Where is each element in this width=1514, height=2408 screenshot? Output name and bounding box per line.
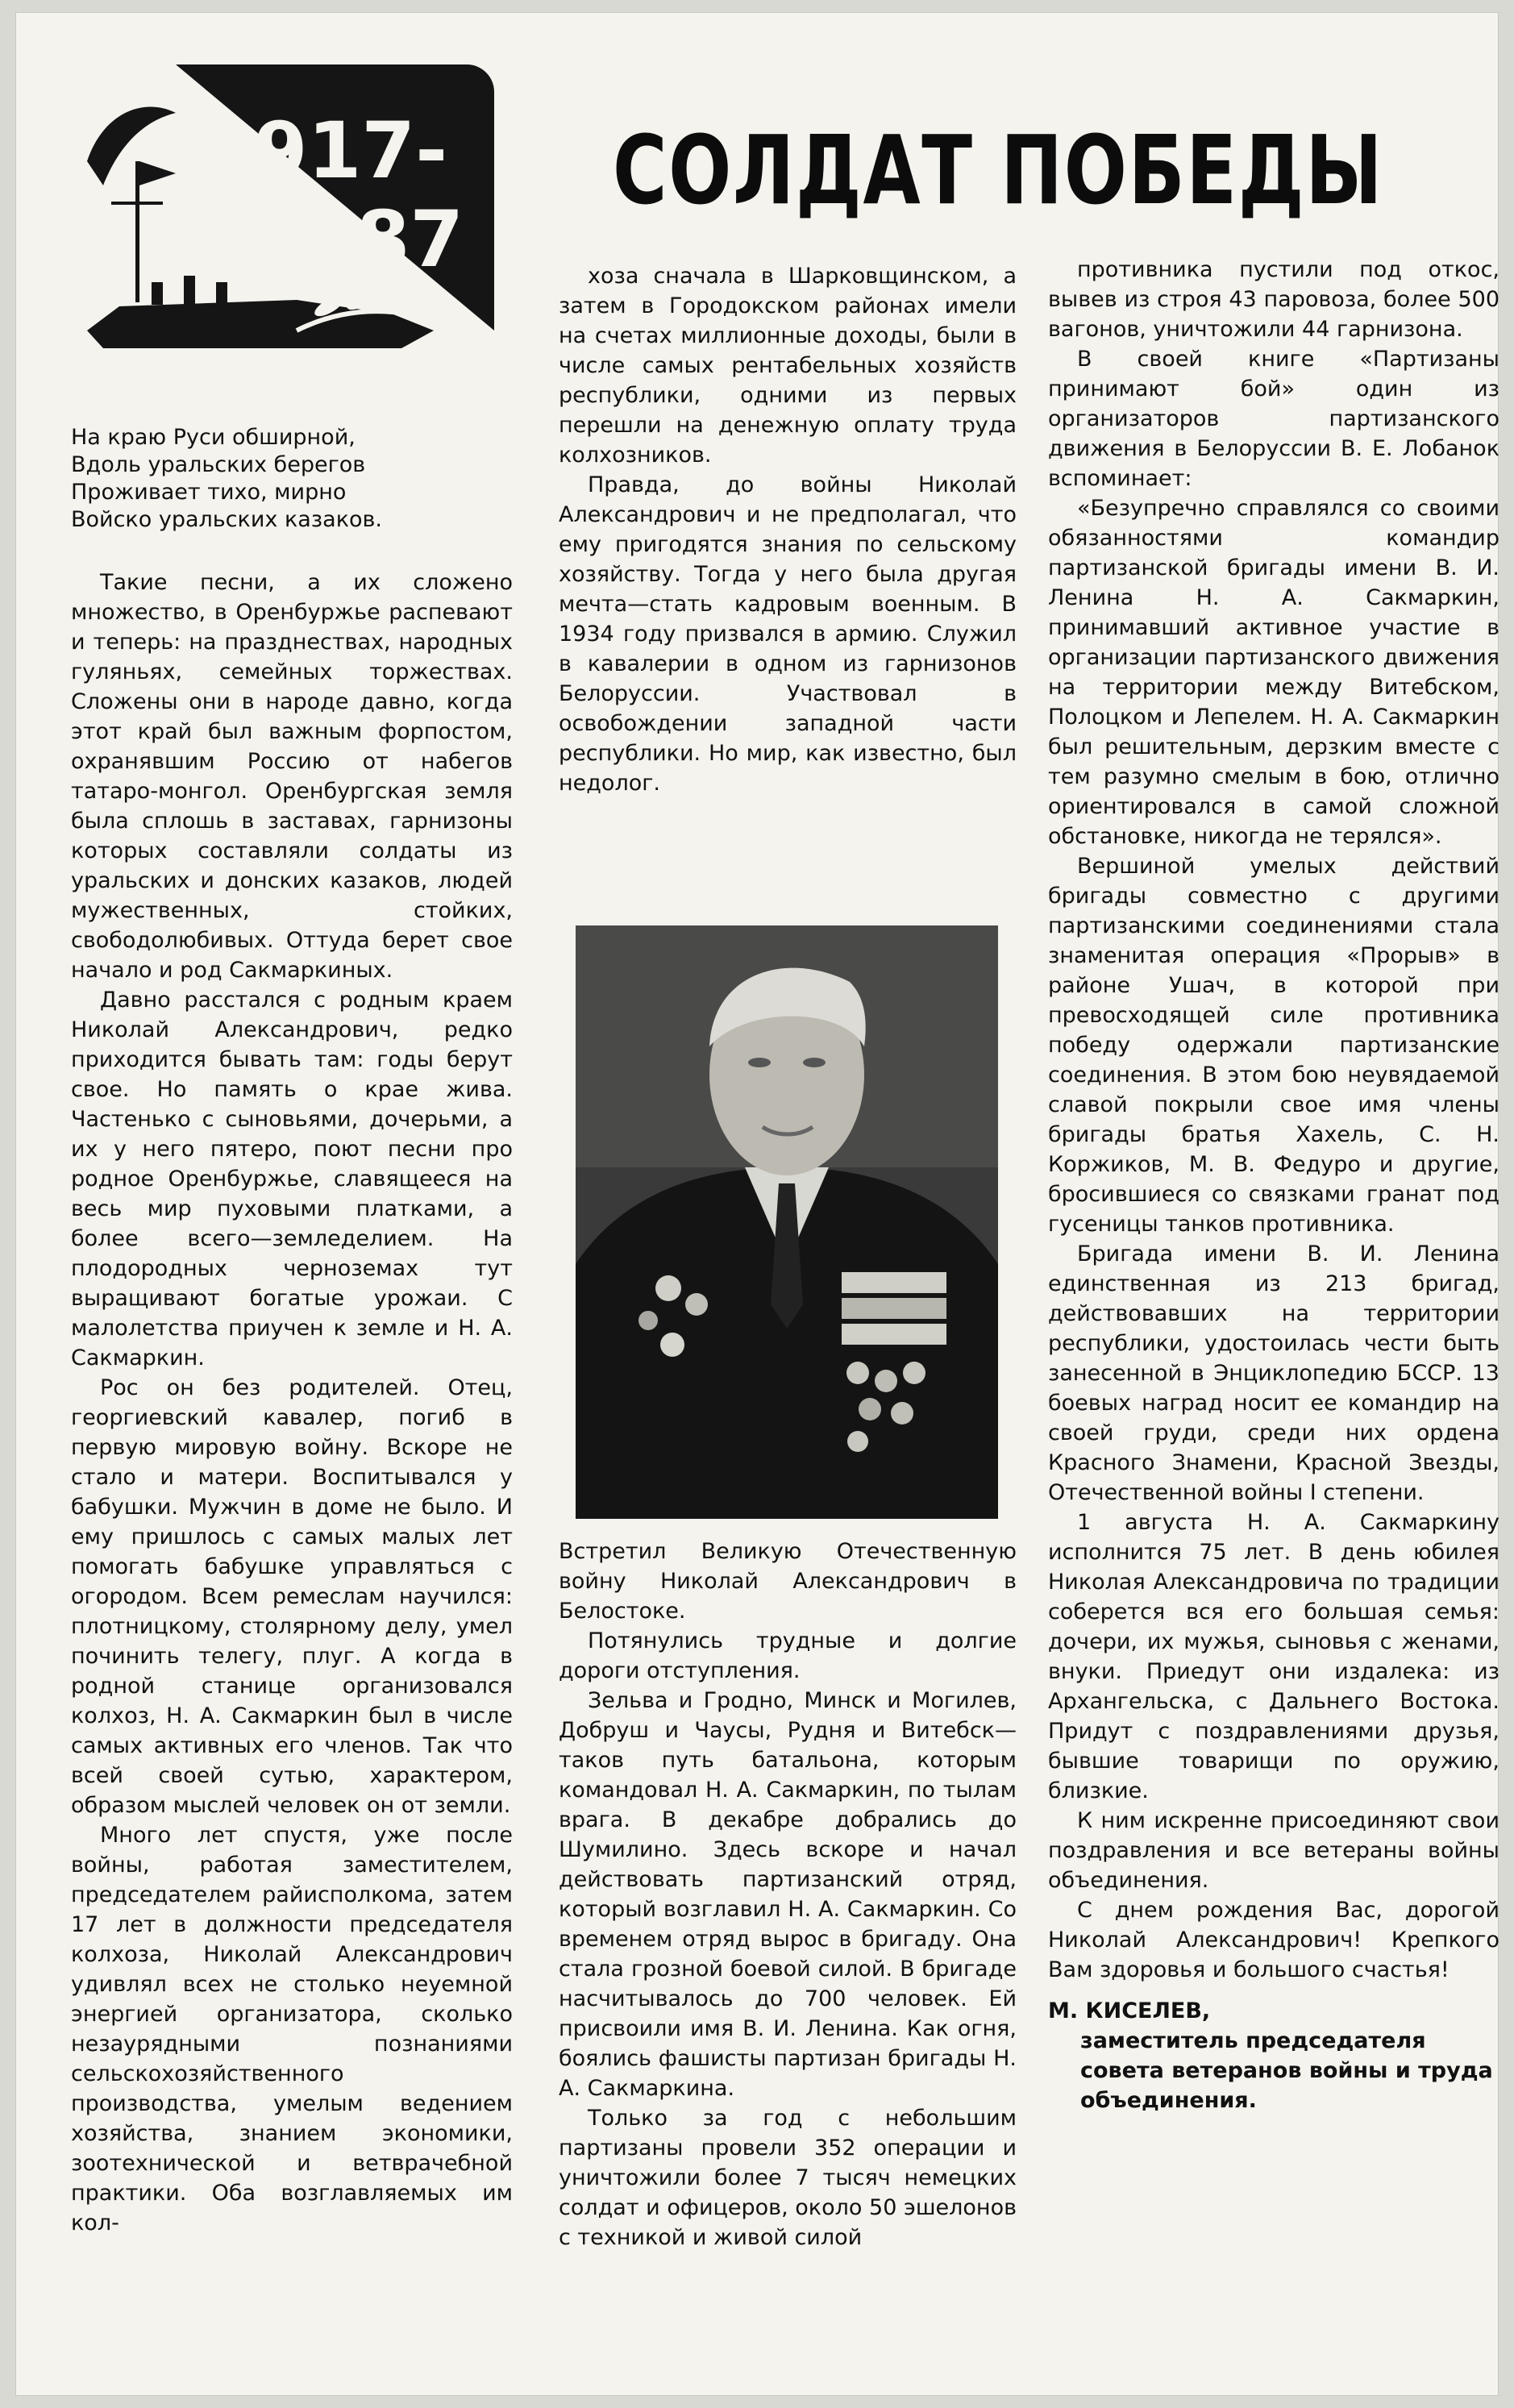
paragraph: К ним искренне присоединяют свои поздравления и все ветераны войны объединения. [1048, 1808, 1499, 1893]
veteran-portrait-photo [576, 925, 998, 1519]
paragraph: Только за год с небольшим партизаны провели 352 операции и уничтожили более 7 тысяч немецких солдат и офицеров, около 50 эшелонов с техникой и живой силой [559, 2106, 1017, 2250]
epigraph-verse [71, 424, 522, 534]
paragraph: Правда, до войны Николай Александрович и не предполагал, что ему пригодятся знания по сельскому хозяйству. Тогда у него была другая мечта—стать кадровым военным. В 1934 году призвался в армию. Служил в кавалерии в одном из гарнизонов Белоруссии. Участвовал в освобождении западной части республики. Но мир, как известно, был недолог. [559, 472, 1017, 796]
portrait-graphic [576, 925, 998, 1519]
newspaper-page [16, 13, 1498, 2395]
verse-line: Вдоль уральских берегов [71, 452, 366, 477]
paragraph: В своей книге «Партизаны принимают бой» один из организаторов партизанского движения в Белоруссии В. Е. Лобанок вспоминает: [1048, 347, 1499, 491]
anniversary-logo [55, 64, 494, 383]
paragraph: Много лет спустя, уже после войны, работая заместителем, председателем райисполкома, затем 17 лет в должности председателя колхоза, Николай Александрович удивлял всех не столько неуемной энергией организатора, сколько незаурядными познаниями сельскохозяйственного производства, умелым ведением хозяйства, знанием экономики, зоотехнической и ветврачебной практики. Оба возглавляемых им кол- [71, 1823, 513, 2235]
paragraph: Рос он без родителей. Отец, георгиевский кавалер, погиб в первую мировую войну. Вскоре не стало и матери. Воспитывался у бабушки. Мужчин в доме не было. И ему пришлось с самых малых лет помогать бабушке управляться с огородом. Всем ремеслам научился: плотницкому, столярному делу, умел починить телегу, плуг. А когда в родной станице организовался колхоз, Н. А. Сакмаркин был в числе самых активных его членов. Так что всей своей сутью, характером, образом мыслей человек он от земли. [71, 1375, 513, 1818]
paragraph: Давно расстался с родным краем Николай Александрович, редко приходится бывать там: годы берут свое. Но память о крае жива. Частенько с сыновьями, дочерьми, а их у него пятеро, поют песни про родное Оренбуржье, славящееся на весь мир пуховыми платками, а более всего—земледелием. На плодородных черноземах тут выращивают богатые урожаи. С малолетства приучен к земле и Н. А. Сакмаркин. [71, 988, 513, 1370]
paragraph: Такие песни, а их сложено множество, в Оренбуржье распевают и теперь: на празднествах, народных гуляньях, семейных торжествах. Сложены они в народе давно, когда этот край был важным форпостом, охранявшим Россию от набегов татаро-монгол. Оренбургская земля была сплошь в заставах, гарнизоны которых составляли солдаты из уральских и донских казаков, людей мужественных, стойких, свободолюбивых. Оттуда берет свое начало и род Сакмаркиных. [71, 570, 513, 983]
verse-line: Проживает тихо, мирно [71, 480, 347, 505]
headline: СОЛДАТ ПОБЕДЫ [613, 114, 1384, 226]
logo-years-bottom: 1987 [248, 194, 464, 285]
author-title: заместитель председателя совета ветеранов войны и труда объединения. [1080, 2028, 1493, 2113]
quote-paragraph: «Безупречно справлялся со своими обязанностями командир партизанской бригады имени В. И. Ленина Н. А. Сакмаркин, принимавший активное участие в организации партизанского движения на территории между Витебском, Полоцком и Лепелем. Н. А. Сакмаркин был решительным, дерзким вместе с тем разумно смелым в бою, отлично ориентировался в самой сложной обстановке, никогда не терялся». [1048, 496, 1499, 849]
paragraph: С днем рождения Вас, дорогой Николай Александрович! Крепкого Вам здоровья и большого счастья! [1048, 1898, 1499, 1982]
paragraph: хоза сначала в Шарковщинском, а затем в Городокском районах имели на счетах миллионные доходы, были в числе самых рентабельных хозяйств республики, одними из первых перешли на денежную оплату труда колхозников. [559, 264, 1017, 468]
paragraph: Бригада имени В. И. Ленина единственная из 213 бригад, действовавших на территории республики, удостоилась чести быть занесенной в Энциклопедию БССР. 13 боевых наград носит ее командир на своей груди, среди них ордена Красного Знамени, Красной Звезды, Отечественной войны I степени. [1048, 1241, 1499, 1505]
logo-graphic [55, 64, 494, 383]
author-name: М. КИСЕЛЕВ, [1048, 1998, 1211, 2023]
paragraph: противника пустили под откос, вывев из строя 43 паровоза, более 500 вагонов, уничтожили 44 гарнизона. [1048, 257, 1499, 342]
paragraph: Вершиной умелых действий бригады совместно с другими партизанскими соединениями стала знаменитая операция «Прорыв» в районе Ушач, в которой при превосходящей силе противника победу одержали партизанские соединения. В этом бою неувядаемой славой покрыли свое имя члены бригады братья Хахель, С. Н. Коржиков, М. В. Федуро и другие, бросившиеся со связками гранат под гусеницы танков противника. [1048, 854, 1499, 1237]
logo-years-top: 1917- [200, 106, 448, 196]
paragraph: Зельва и Гродно, Минск и Могилев, Добруш и Чаусы, Рудня и Витебск—таков путь батальона, которым командовал Н. А. Сакмаркин, по тылам врага. В декабре добрались до Шумилино. Здесь вскоре и начал действовать партизанский отряд, который возглавил Н. А. Сакмаркин. Со временем отряд вырос в бригаду. Она стала грозной боевой силой. В бригаде насчитывалось до 700 человек. Ей присвоили имя В. И. Ленина. Как огня, боялись фашисты партизан бригады Н. А. Сакмаркина. [559, 1688, 1017, 2101]
article-column-2-top [559, 261, 1017, 882]
article-column-1 [71, 568, 513, 2235]
verse-line: Войско уральских казаков. [71, 507, 383, 532]
article-column-3 [1048, 255, 1499, 2319]
article-column-2-bottom [559, 1537, 1017, 2391]
paragraph: Потянулись трудные и долгие дороги отступления. [559, 1628, 1017, 1683]
paragraph: 1 августа Н. А. Сакмаркину исполнится 75 лет. В день юбилея Николая Александровича по традиции соберется вся его большая семья: дочери, их мужья, сыновья с женами, внуки. Приедут они издалека: из Архангельска, с Дальнего Востока. Придут с поздравлениями друзья, бывшие товарищи по оружию, близкие. [1048, 1510, 1499, 1803]
verse-line: На краю Руси обширной, [71, 425, 356, 450]
photo-caption: Встретил Великую Отечественную войну Николай Александрович в Белостоке. [559, 1539, 1017, 1624]
